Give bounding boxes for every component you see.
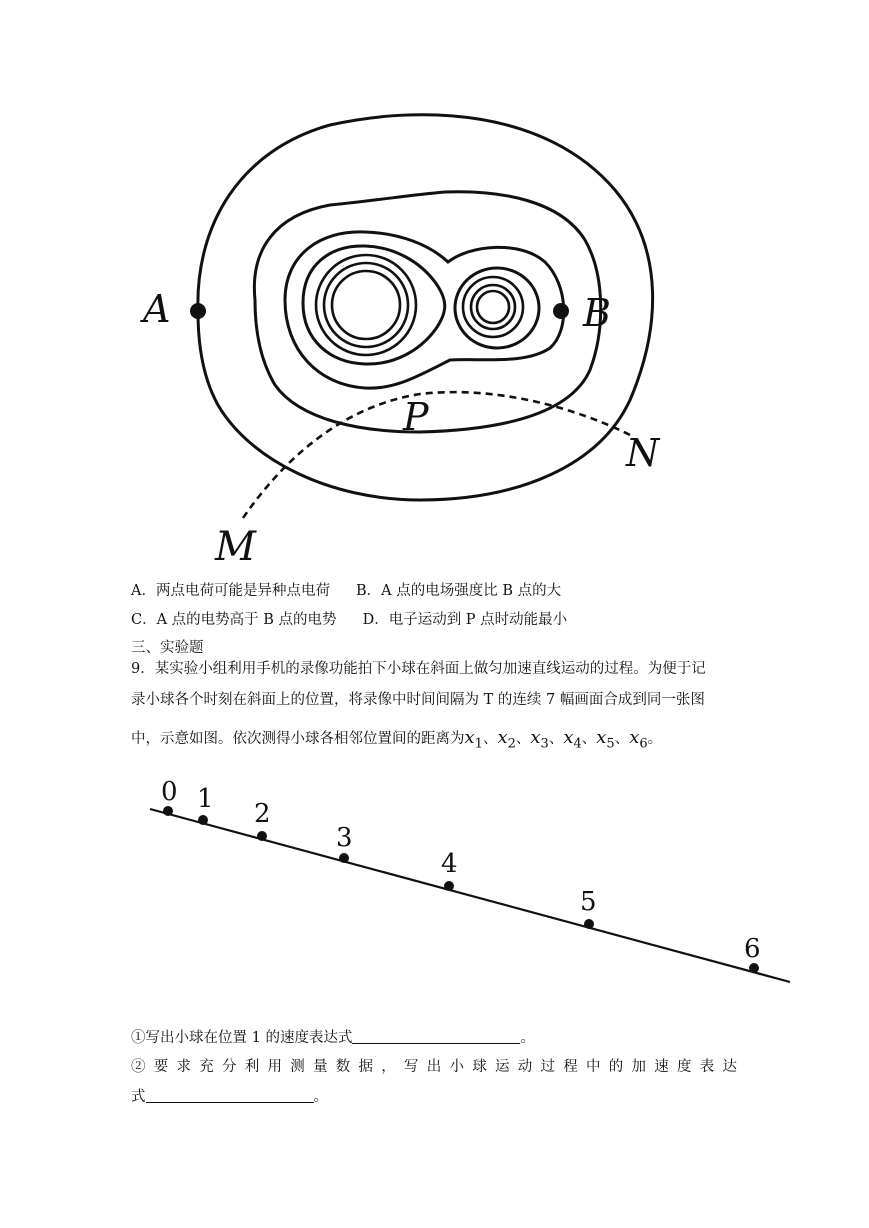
ball-position-1 <box>198 815 208 825</box>
answer-blank-1[interactable] <box>352 1027 520 1044</box>
position-label-3: 3 <box>336 823 353 853</box>
variable-x5: $x_5$ <box>596 727 615 752</box>
incline-figure <box>140 770 800 990</box>
option-a: A．两点电荷可能是异种点电荷 <box>131 583 330 599</box>
separator: 、 <box>614 731 630 747</box>
separator: 、 <box>515 731 531 747</box>
options-row-1 <box>131 581 561 601</box>
subquestion-1-text: ①写出小球在位置 1 的速度表达式 <box>131 1030 353 1046</box>
ball-position-2 <box>257 831 267 841</box>
option-b: B．A 点的电场强度比 B 点的大 <box>355 583 562 599</box>
end-mark: 。 <box>647 731 663 747</box>
option-c: C．A 点的电势高于 B 点的电势 <box>131 612 337 628</box>
separator: 、 <box>581 731 597 747</box>
variable-x3: $x_3$ <box>530 727 549 752</box>
ball-position-4 <box>444 881 454 891</box>
question-line-3 <box>131 724 662 759</box>
option-d: D．电子运动到 P 点时动能最小 <box>362 612 568 628</box>
question-line-1: 9．某实验小组利用手机的录像功能拍下小球在斜面上做匀加速直线运动的过程。为便于记 <box>131 661 706 677</box>
subquestion-2-line-1: ②要求充分利用测量数据，写出小球运动过程中的加速度表达 <box>131 1059 737 1075</box>
label-b: B <box>583 291 611 335</box>
question-line-3-text: 中，示意如图。依次测得小球各相邻位置间的距离为 <box>131 731 465 747</box>
question-line-2: 录小球各个时刻在斜面上的位置，将录像中时间间隔为 T 的连续 7 幅画面合成到同一张图 <box>131 692 705 708</box>
ball-position-5 <box>584 919 594 929</box>
ball-position-6 <box>749 963 759 973</box>
variable-x1: $x_1$ <box>464 727 483 752</box>
position-label-5: 5 <box>580 887 597 917</box>
left-charge-ring <box>324 263 408 347</box>
position-label-6: 6 <box>744 934 761 964</box>
ball-position-0 <box>163 806 173 816</box>
subquestion-2-end: 。 <box>313 1089 328 1105</box>
equipotential-figure <box>130 100 690 575</box>
subquestion-1-end: 。 <box>520 1030 535 1046</box>
position-label-1: 1 <box>197 784 214 814</box>
point-a-dot <box>190 303 206 319</box>
point-b-dot <box>553 303 569 319</box>
left-charge-ring <box>332 271 400 339</box>
variable-x2: $x_2$ <box>497 727 516 752</box>
ball-position-3 <box>339 853 349 863</box>
label-m: M <box>215 524 256 570</box>
right-charge-ring <box>477 291 509 323</box>
subquestion-2-line-2 <box>131 1086 328 1107</box>
separator: 、 <box>548 731 564 747</box>
separator: 、 <box>482 731 498 747</box>
variable-x6: $x_6$ <box>629 727 648 752</box>
position-label-0: 0 <box>161 777 178 807</box>
label-a: A <box>143 287 171 331</box>
variable-x4: $x_4$ <box>563 727 582 752</box>
position-label-2: 2 <box>254 799 271 829</box>
subquestion-1 <box>131 1027 535 1048</box>
answer-blank-2[interactable] <box>146 1086 314 1103</box>
position-label-4: 4 <box>441 849 458 879</box>
incline-line <box>150 809 790 982</box>
section-heading: 三、实验题 <box>131 640 204 656</box>
subquestion-2-text: 式 <box>131 1089 146 1105</box>
label-n: N <box>626 431 660 475</box>
options-row-2 <box>131 610 567 630</box>
label-p: P <box>403 395 429 439</box>
